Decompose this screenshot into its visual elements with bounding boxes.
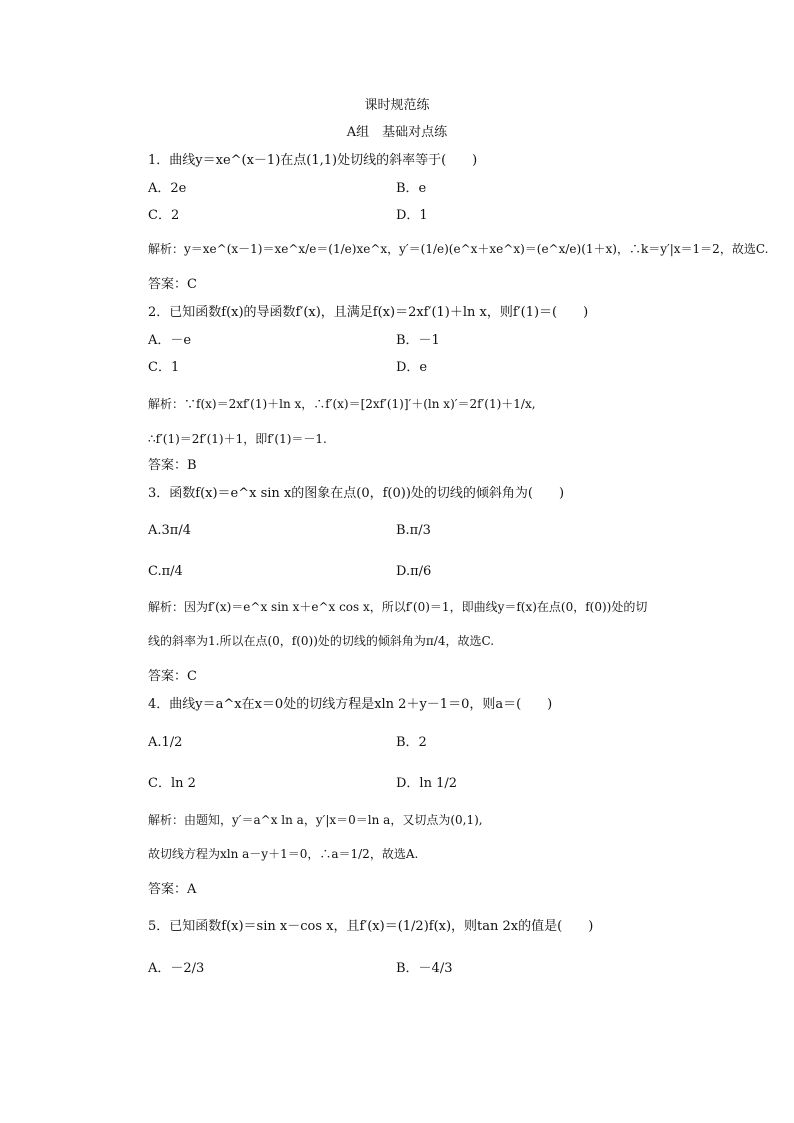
question-3-analysis-line-1: 解析：因为f′(x)＝e^x sin x＋e^x cos x，所以f′(0)＝1，即曲线y＝f(x)在点(0，f(0))处的切 [148, 600, 648, 614]
question-3-answer: 答案：C [148, 669, 197, 684]
question-1-option-d: D．1 [396, 208, 428, 223]
question-4-option-c: C．ln 2 [148, 776, 196, 791]
question-5-stem: 5．已知函数f(x)＝sin x－cos x，且f′(x)＝(1/2)f(x)，则tan 2x的值是( ) [148, 919, 594, 934]
question-2-option-b: B．－1 [396, 333, 440, 348]
question-4-option-a: A.1/2 [148, 735, 183, 750]
question-3-option-c: C.π/4 [148, 564, 183, 579]
question-5-option-a: A．－2/3 [148, 961, 205, 976]
question-2-analysis-line-1: 解析：∵f(x)＝2xf′(1)＋ln x，∴f′(x)＝[2xf′(1)]′＋(ln x)′＝2f′(1)＋1/x, [148, 397, 536, 411]
question-4-option-b: B．2 [396, 735, 427, 750]
question-1-option-b: B．e [396, 181, 427, 196]
section-heading: A组 基础对点练 [346, 125, 448, 140]
question-2-option-d: D．e [396, 360, 428, 375]
question-4-stem: 4．曲线y＝a^x在x＝0处的切线方程是xln 2＋y－1＝0，则a＝( ) [148, 697, 553, 712]
question-3-stem: 3．函数f(x)＝e^x sin x的图象在点(0，f(0))处的切线的倾斜角为( ) [148, 486, 565, 501]
question-4-answer: 答案：A [148, 882, 197, 897]
question-1-option-c: C．2 [148, 208, 180, 223]
page-title: 课时规范练 [364, 98, 430, 113]
question-3-analysis-line-2: 线的斜率为1.所以在点(0，f(0))处的切线的倾斜角为π/4，故选C. [148, 634, 495, 648]
question-2-analysis-line-2: ∴f′(1)＝2f′(1)＋1，即f′(1)＝－1. [148, 432, 327, 446]
question-3-option-a: A.3π/4 [148, 523, 191, 538]
question-2-option-a: A．－e [148, 333, 192, 348]
question-4-analysis-line-1: 解析：由题知，y′＝a^x ln a，y′|x＝0＝ln a，又切点为(0,1), [148, 813, 483, 827]
question-4-analysis-line-2: 故切线方程为xln a－y＋1＝0，∴a＝1/2，故选A. [148, 847, 419, 861]
question-2-option-c: C．1 [148, 360, 180, 375]
question-2-answer: 答案：B [148, 458, 197, 473]
question-1-stem: 1．曲线y＝xe^(x－1)在点(1,1)处切线的斜率等于( ) [148, 153, 478, 168]
question-3-option-b: B.π/3 [396, 523, 431, 538]
question-2-stem: 2．已知函数f(x)的导函数f′(x)，且满足f(x)＝2xf′(1)＋ln x，则f′(1)＝( ) [148, 305, 589, 320]
question-5-option-b: B．－4/3 [396, 961, 453, 976]
question-1-answer: 答案：C [148, 277, 197, 292]
question-1-analysis: 解析：y＝xe^(x－1)＝xe^x/e＝(1/e)xe^x，y′＝(1/e)(e^x＋xe^x)＝(e^x/e)(1＋x)，∴k＝y′|x＝1＝2，故选C. [148, 242, 769, 256]
question-1-option-a: A．2e [148, 181, 187, 196]
question-3-option-d: D.π/6 [396, 564, 432, 579]
question-4-option-d: D．ln 1/2 [396, 776, 458, 791]
